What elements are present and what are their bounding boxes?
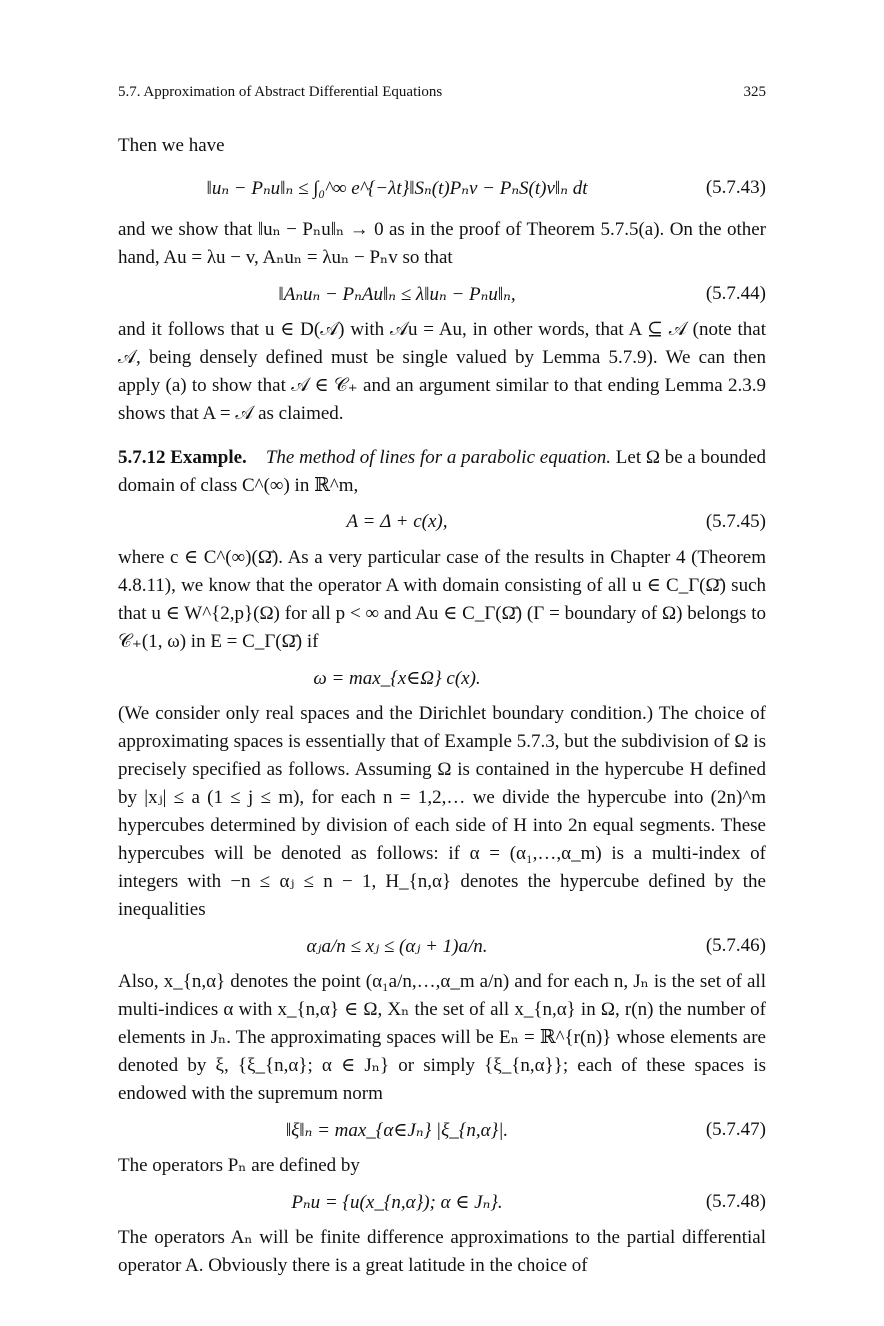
paragraph-4: (We consider only real spaces and the Dirichlet boundary condition.) The choice of approximating spaces is essentially that of Example 5.7.3, but the subdivision of Ω is precisely specified as follows. Assuming Ω is contained in the hypercube H defined by |xⱼ| ≤ a (1 ≤ j ≤ m), for each n = 1,2,… we divide the hypercube into (2n)^m hypercubes determined by division of each side of H into 2n equal segments. These hypercubes will be denoted as follows: if α = (α₁,…,α_m) is a multi-index of integers with −n ≤ αⱼ ≤ n − 1, H_{n,α} denotes the hypercube defined by the inequalities (118, 703, 766, 920)
equation-5-7-43-math: ‖uₙ − Pₙu‖ₙ ≤ ∫₀^∞ e^{−λt}‖Sₙ(t)Pₙv − PₙS(t)v‖ₙ dt (206, 177, 588, 199)
equation-omega (118, 660, 766, 696)
paragraph-3: where c ∈ C^(∞)(Ω̄). As a very particular case of the results in Chapter 4 (Theorem 4.8.11), we know that the operator A with domain consisting of all u ∈ C_Γ(Ω̄) such that u ∈ W^{2,p}(Ω) for all p < ∞ and Au ∈ C_Γ(Ω̄) (Γ = boundary of Ω) belongs to 𝒞₊(1, ω) in E = C_Γ(Ω̄) if (118, 547, 766, 652)
paragraph-2: and it follows that u ∈ D(𝒜) with 𝒜u = Au, in other words, that A ⊆ 𝒜 (note that 𝒜, being densely defined must be single valued by Lemma 5.7.9). We can then apply (a) to show that 𝒜 ∈ 𝒞₊ and an argument similar to that ending Lemma 2.3.9 shows that A = 𝒜 as claimed. (118, 319, 766, 424)
equation-5-7-45-number: (5.7.45) (705, 511, 766, 532)
paragraph-1: and we show that ‖uₙ − Pₙu‖ₙ → 0 as in the proof of Theorem 5.7.5(a). On the other hand, Au = λu − v, Aₙuₙ = λuₙ − Pₙv so that (118, 219, 766, 268)
intro-text: Then we have (118, 135, 225, 156)
equation-5-7-46 (118, 928, 766, 964)
running-header (118, 82, 766, 102)
equation-5-7-46-number: (5.7.46) (705, 935, 766, 956)
page-number: 325 (743, 84, 766, 100)
section-title: 5.7. Approximation of Abstract Differential Equations (118, 84, 443, 100)
equation-5-7-47 (118, 1112, 766, 1148)
equation-5-7-45 (118, 504, 766, 540)
equation-5-7-46-math: αⱼa/n ≤ xⱼ ≤ (αⱼ + 1)a/n. (306, 935, 488, 957)
equation-5-7-47-number: (5.7.47) (705, 1119, 766, 1140)
page (118, 82, 766, 1280)
example-label: 5.7.12 Example. (118, 447, 247, 468)
equation-5-7-48-math: Pₙu = {u(x_{n,α}); α ∈ Jₙ}. (291, 1191, 503, 1213)
paragraph-5: Also, x_{n,α} denotes the point (α₁a/n,…,α_m a/n) and for each n, Jₙ is the set of all multi-indices α with x_{n,α} ∈ Ω, Xₙ the set of all x_{n,α} in Ω, r(n) the number of elements in Jₙ. The approximating spaces will be Eₙ = ℝ^{r(n)} whose elements are denoted by ξ, {ξ_{n,α}; α ∈ Jₙ} or simply {ξ_{n,α}}; each of these spaces is endowed with the supremum norm (118, 971, 766, 1104)
example-title: The method of lines for a parabolic equation. (265, 447, 612, 468)
equation-omega-math: ω = max_{x∈Ω} c(x). (313, 667, 481, 689)
example-text: Let Ω be a bounded domain of class C^(∞) in ℝ^m, (118, 447, 767, 496)
equation-5-7-43-number: (5.7.43) (705, 177, 766, 198)
equation-5-7-44-number: (5.7.44) (705, 283, 766, 304)
equation-5-7-47-math: ‖ξ‖ₙ = max_{α∈Jₙ} |ξ_{n,α}|. (285, 1119, 509, 1141)
paragraph-7: The operators Aₙ will be finite difference approximations to the partial differential operator A. Obviously there is a great latitude in the choice of (118, 1227, 766, 1276)
equation-5-7-48 (118, 1184, 766, 1220)
equation-5-7-45-math: A = Δ + c(x), (346, 511, 448, 532)
paragraph-6: The operators Pₙ are defined by (118, 1155, 360, 1176)
equation-5-7-43 (118, 164, 766, 212)
equation-5-7-44 (118, 276, 766, 312)
example-paragraph (118, 444, 766, 500)
equation-5-7-44-math: ‖Aₙuₙ − PₙAu‖ₙ ≤ λ‖uₙ − Pₙu‖ₙ, (278, 283, 516, 305)
equation-5-7-48-number: (5.7.48) (705, 1191, 766, 1212)
